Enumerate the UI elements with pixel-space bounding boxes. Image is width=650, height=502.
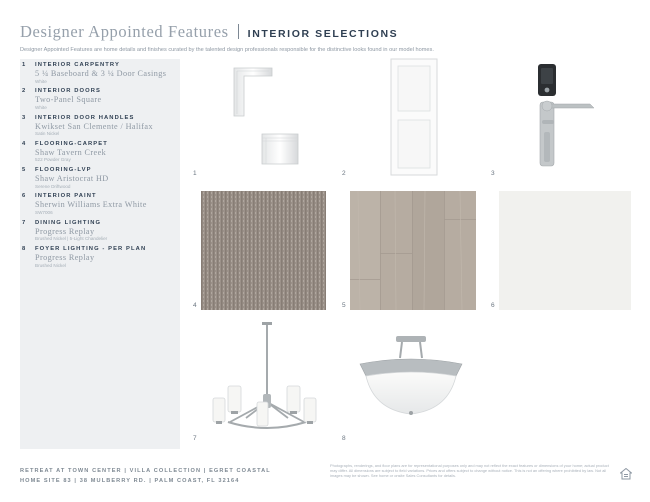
selection-item <box>22 220 178 242</box>
lvp-swatch-image <box>350 191 476 310</box>
equal-housing-opportunity-icon <box>620 468 632 480</box>
item-product-name: Progress Replay <box>35 253 95 263</box>
item-category: FOYER LIGHTING - PER PLAN <box>35 246 147 253</box>
grid-label: 7 <box>193 435 197 442</box>
grid-label: 5 <box>342 302 346 309</box>
grid-label: 2 <box>342 170 346 177</box>
selection-item <box>22 62 178 84</box>
item-number: 6 <box>22 193 26 200</box>
community-info <box>20 466 271 486</box>
selections-list <box>22 62 178 272</box>
item-finish: Serene Driftwood <box>35 183 71 189</box>
item-finish: White <box>35 104 47 110</box>
selection-item <box>22 88 178 110</box>
item-product-name: Kwikset San Clemente / Halifax <box>35 121 153 131</box>
item-product-name: Shaw Aristocrat HD <box>35 174 109 184</box>
item-number: 5 <box>22 167 26 174</box>
item-number: 4 <box>22 140 26 147</box>
page-subtitle: INTERIOR SELECTIONS <box>247 28 399 40</box>
item-finish: SW7006 <box>35 209 53 215</box>
selection-item <box>22 193 178 215</box>
item-category: INTERIOR DOORS <box>35 88 101 95</box>
selection-item <box>22 141 178 163</box>
carpet-swatch-image <box>201 191 326 310</box>
item-product-name: Sherwin Williams Extra White <box>35 200 147 210</box>
item-number: 1 <box>22 62 26 68</box>
item-category: INTERIOR CARPENTRY <box>35 62 120 68</box>
address-line: HOME SITE 83 | 38 MULBERRY RD. | PALM COAST, FL 32164 <box>20 478 240 484</box>
grid-label: 8 <box>342 435 346 442</box>
page-description: Designer Appointed Features are home details and finishes curated by the talented design professionals responsible for the distinctive looks found in our model homes. <box>20 47 434 53</box>
title-divider <box>238 24 239 39</box>
item-category: FLOORING-LVP <box>35 167 92 174</box>
grid-label: 3 <box>491 170 495 177</box>
item-category: FLOORING-CARPET <box>35 140 108 147</box>
item-finish: White <box>35 78 47 84</box>
item-category: DINING LIGHTING <box>35 219 102 226</box>
item-finish: Brushed Nickel <box>35 262 66 268</box>
selection-item <box>22 167 178 189</box>
paint-swatch-image <box>499 191 631 310</box>
legal-disclaimer: Photographs, renderings, and floor plans are for representational purposes only and may not reflect the exact features or dimensions of your home; actual product may differ. All dimensions are subject to field variations. Prices and offers subject to change without notice. This is not an offering where prohibited by law. Not all images may be shown. See home or onsite Sales Consultants for details. <box>330 463 609 479</box>
page-title: Designer Appointed Features <box>20 22 229 41</box>
two-panel-door-image <box>390 58 438 176</box>
item-finish: Brushed Nickel | 5-Light Chandelier <box>35 236 108 242</box>
item-product-name: Shaw Tavern Creek <box>35 147 107 157</box>
selection-item <box>22 115 178 137</box>
item-category: INTERIOR PAINT <box>35 193 97 200</box>
chandelier-image <box>210 322 325 442</box>
item-number: 2 <box>22 88 26 95</box>
community-line: RETREAT AT TOWN CENTER | VILLA COLLECTION | EGRET COASTAL <box>20 468 271 474</box>
baseboard-casing-image <box>220 64 300 176</box>
grid-label: 4 <box>193 302 197 309</box>
item-product-name: Progress Replay <box>35 226 95 236</box>
item-product-name: 5 ¼ Baseboard & 3 ¼ Door Casings <box>35 69 167 78</box>
foyer-light-image <box>352 336 470 418</box>
grid-label: 1 <box>193 170 197 177</box>
item-number: 3 <box>22 114 26 121</box>
item-number: 7 <box>22 219 26 226</box>
item-finish: 522 Powder Gray <box>35 157 71 163</box>
grid-label: 6 <box>491 302 495 309</box>
selection-item <box>22 246 178 268</box>
item-category: INTERIOR DOOR HANDLES <box>35 114 135 121</box>
item-finish: Satin Nickel <box>35 131 60 137</box>
page-header <box>20 22 630 53</box>
item-number: 8 <box>22 246 26 253</box>
item-product-name: Two-Panel Square <box>35 95 102 105</box>
door-handle-image <box>528 62 600 174</box>
